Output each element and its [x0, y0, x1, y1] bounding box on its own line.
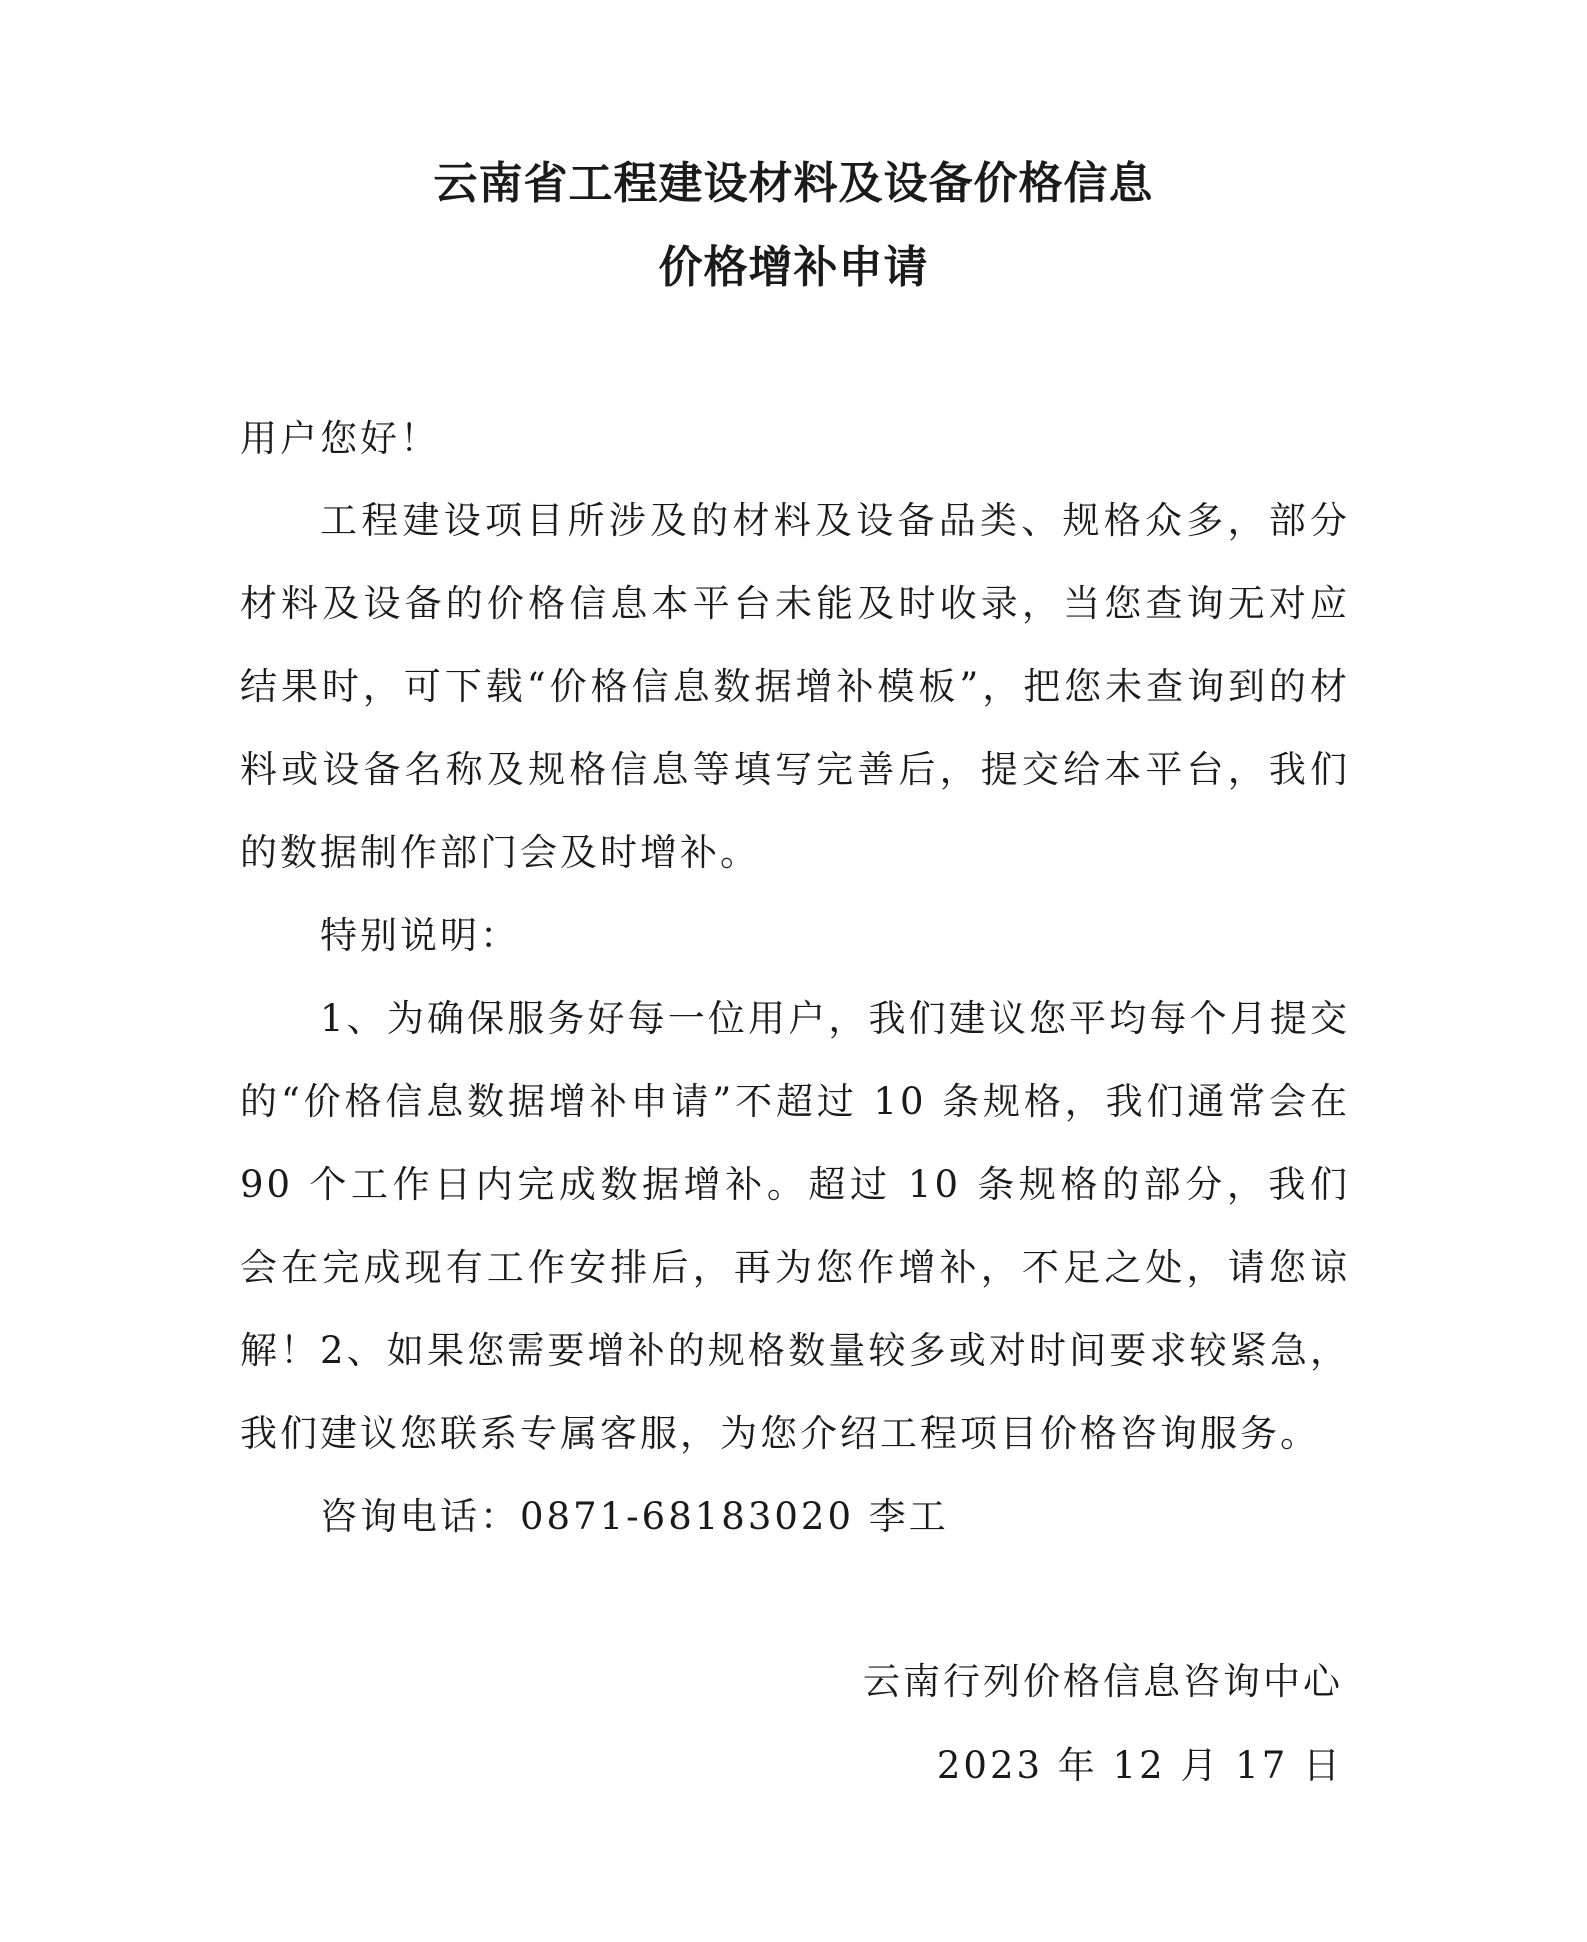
special-note-heading: 特别说明： [320, 914, 520, 957]
main-paragraph: 工程建设项目所涉及的材料及设备品类、规格众多，部分材料及设备的价格信息本平台未能及时收录，当您查询无对应结果时，可下载“价格信息数据增补模板”，把您未查询到的材料或设备名称及规格信息等填写完善后，提交给本平台，我们的数据制作部门会及时增补。 [240, 499, 1350, 874]
greeting: 用户您好！ [240, 417, 440, 460]
signature-date: 2023 年 12 月 17 日 [936, 1744, 1343, 1787]
note-item-2: 2、如果您需要增补的规格数量较多或对时间要求较紧急，我们建议您联系专属客服，为您介绍工程项目价格咨询服务。 [240, 1329, 1350, 1455]
signature-organization: 云南行列价格信息咨询中心 [863, 1660, 1343, 1703]
note-item-1: 1、为确保服务好每一位用户，我们建议您平均每个月提交的“价格信息数据增补申请”不超过 10 条规格，我们通常会在 90 个工作日内完成数据增补。超过 10 条规格的部分，我们会在完成现有工作安排后，再为您作增补，不足之处，请您谅解！ [240, 997, 1350, 1372]
document-subtitle: 价格增补申请 [658, 242, 929, 293]
document-title: 云南省工程建设材料及设备价格信息 [433, 158, 1154, 209]
consult-phone: 咨询电话：0871-68183020 李工 [320, 1495, 949, 1538]
